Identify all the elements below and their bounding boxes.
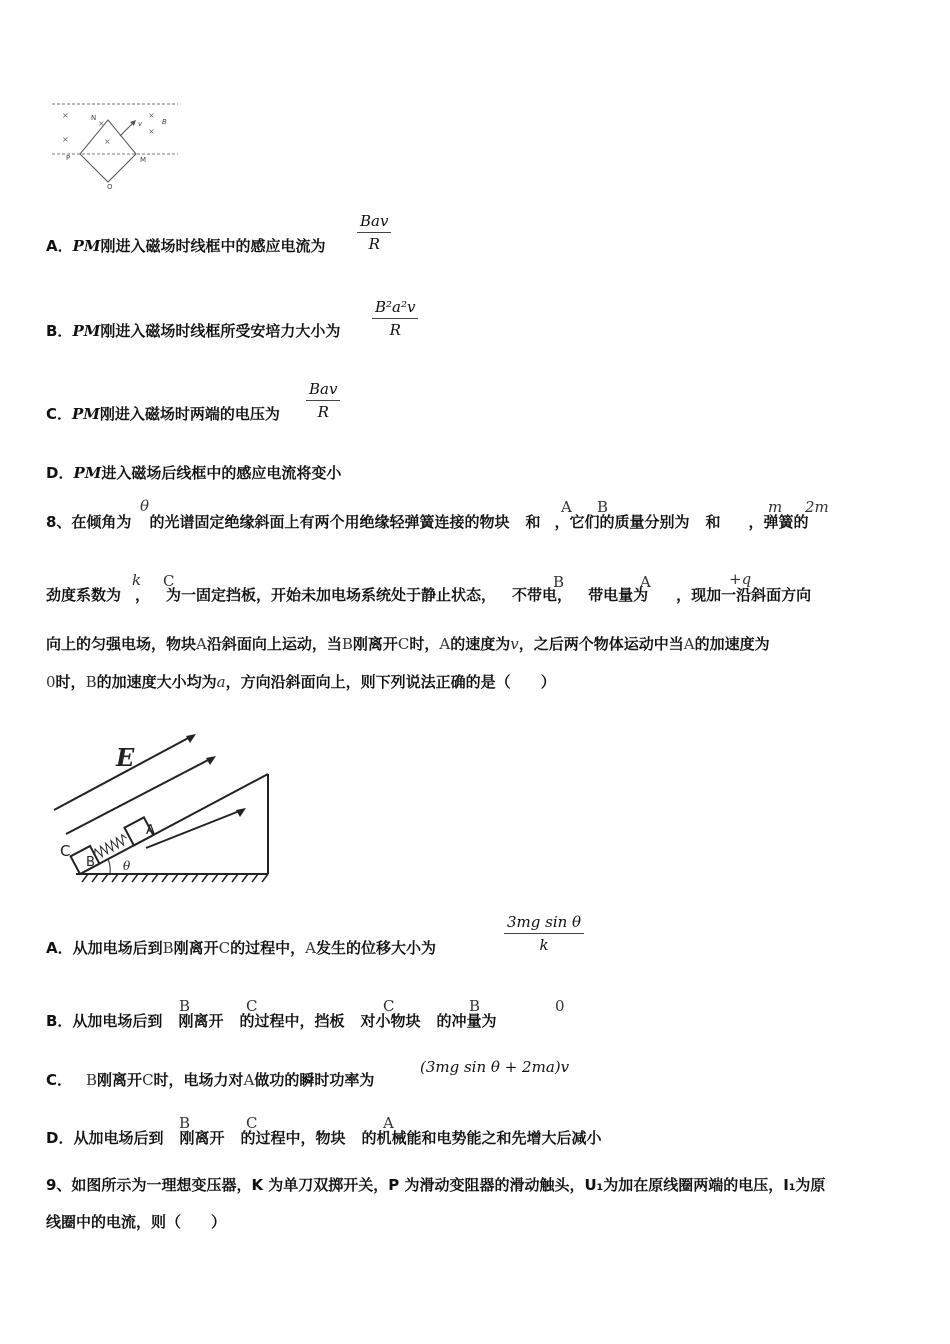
label-n: N xyxy=(91,114,97,122)
cross-mark: × xyxy=(148,111,155,120)
angle-arc xyxy=(108,859,110,874)
q7-option-c[interactable]: C．PM刚进入磁场时两端的电压为 xyxy=(46,405,280,423)
block-a-label: A xyxy=(640,573,651,591)
block-b-label: B xyxy=(597,498,609,516)
q8-stem-line-1: 8、在倾角为 的光谱固定绝缘斜面上有两个用绝缘轻弹簧连接的物块 和 ，它们的质量分别为 和 ，弹簧的 xyxy=(46,513,809,531)
angle-label-theta: θ xyxy=(123,859,131,873)
plate-c-label: C xyxy=(383,997,395,1015)
cross-mark: × xyxy=(62,111,69,120)
q8-stem-line-3: 向上的匀强电场，物块A沿斜面向上运动，当B刚离开C时，A的速度为v，之后两个物体运动中当A的加速度为 xyxy=(46,635,770,653)
cross-mark: × xyxy=(62,135,69,144)
spring xyxy=(92,834,128,860)
plate-c-label: C xyxy=(163,572,175,590)
q7-option-a[interactable]: A．PM刚进入磁场时线框中的感应电流为 xyxy=(46,237,326,255)
field-line xyxy=(146,810,242,848)
mass-2m: 2m xyxy=(805,498,829,516)
plate-label-c: C xyxy=(60,842,71,860)
q7-option-a-fraction: Bav R xyxy=(357,212,391,253)
q9-stem-line-2: 线圈中的电流，则（ ） xyxy=(46,1213,227,1231)
q8-stem-line-4: 0时，B的加速度大小均为a，方向沿斜面向上，则下列说法正确的是（ ） xyxy=(46,673,556,691)
block-label-a: A xyxy=(146,823,155,838)
figure-loop-field xyxy=(48,98,188,190)
q8-option-d[interactable]: D．从加电场后到 刚离开 的过程中，物块 的机械能和电势能之和先增大后减小 xyxy=(46,1129,602,1147)
velocity-arrow xyxy=(120,122,134,136)
block-a-label: A xyxy=(561,498,572,516)
q8-option-b[interactable]: B．从加电场后到 刚离开 的过程中，挡板 对小物块 的冲量为 xyxy=(46,1012,497,1030)
cross-mark: × xyxy=(148,127,155,136)
q7-option-b-fraction: $\frac{\text{B²a²v}}{R}$ xyxy=(372,298,418,339)
figure-incline xyxy=(46,728,276,888)
field-label-e: E xyxy=(116,743,135,772)
label-b: B xyxy=(162,118,167,126)
spring-constant-k: k xyxy=(132,571,142,589)
q7-option-b[interactable]: B．PM刚进入磁场时线框所受安培力大小为 xyxy=(46,322,341,340)
q8-option-a-fraction: $\frac{\text{3mg sin θ}}{k}$ xyxy=(504,913,584,954)
cross-mark: × xyxy=(104,137,111,146)
q9-stem-line-1: 9、如图所示为一理想变压器，K 为单刀双掷开关，P 为滑动变阻器的滑动触头，U₁为加在原线圈两端的电压，I₁为原 xyxy=(46,1176,826,1194)
block-b-label: B xyxy=(469,997,481,1015)
q8-option-a[interactable]: A．从加电场后到B刚离开C的过程中，A发生的位移大小为 xyxy=(46,939,437,957)
q7-option-c-fraction: Bav R xyxy=(306,380,340,421)
block-label-b: B xyxy=(86,855,95,870)
block-a-label: A xyxy=(383,1114,394,1132)
power-expression: (3mg sin θ + 2ma)v xyxy=(420,1058,570,1076)
cross-mark: × xyxy=(98,119,105,128)
q8-stem-line-2: 劲度系数为 ， 为一固定挡板，开始未加电场系统处于静止状态， 不带电， 带电量为 ，现加一沿斜面方向 xyxy=(46,586,812,604)
q7-option-d[interactable]: D．PM进入磁场后线框中的感应电流将变小 xyxy=(46,464,342,482)
theta-symbol: θ xyxy=(140,497,150,515)
charge-q: +q xyxy=(729,570,752,588)
impulse-zero: 0 xyxy=(555,997,565,1015)
plate-c-label: C xyxy=(246,1114,258,1132)
block-b-label: B xyxy=(553,573,565,591)
label-p: P xyxy=(66,154,71,162)
block-b-label: B xyxy=(179,997,191,1015)
mass-m: m xyxy=(768,498,783,516)
plate-c-label: C xyxy=(246,997,258,1015)
q8-option-c[interactable]: C． B刚离开C时，电场力对A做功的瞬时功率为 xyxy=(46,1071,375,1089)
square-loop xyxy=(80,120,136,182)
block-b-label: B xyxy=(179,1114,191,1132)
label-v: v xyxy=(138,120,143,128)
label-o: O xyxy=(107,183,113,190)
label-m: M xyxy=(140,156,147,164)
